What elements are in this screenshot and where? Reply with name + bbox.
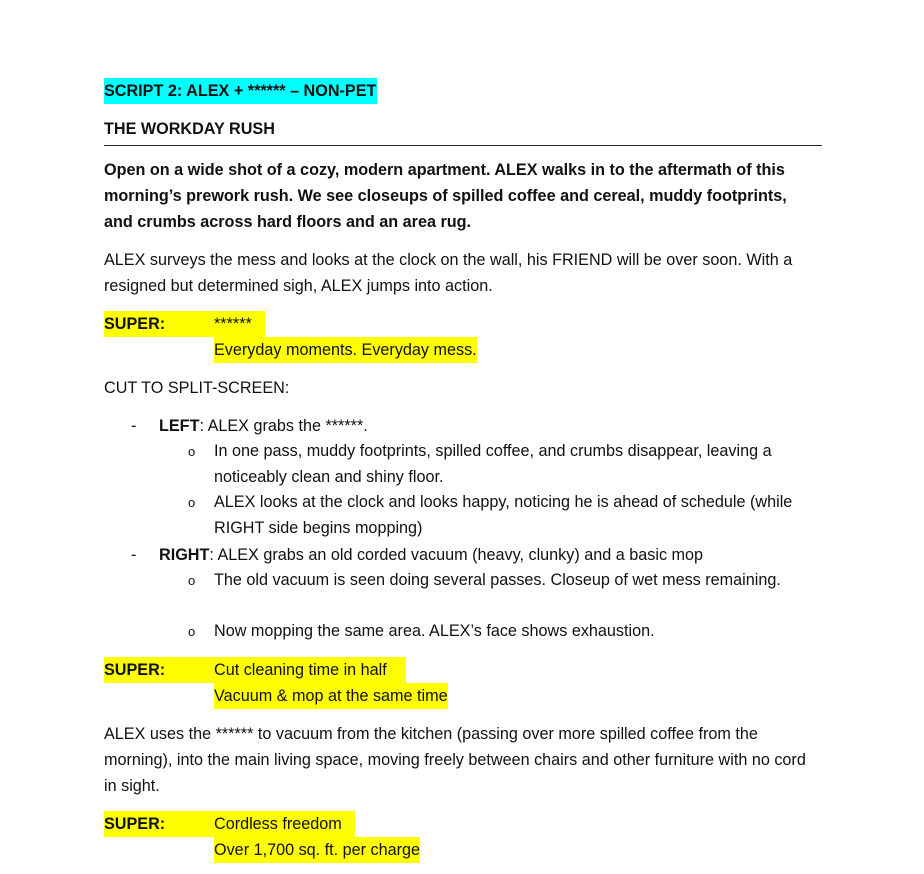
super-1-line-2: Everyday moments. Everyday mess. <box>214 337 477 363</box>
left-side-item <box>159 413 819 439</box>
cut-to-transition: CUT TO SPLIT-SCREEN: <box>104 379 290 397</box>
scene-intro: Open on a wide shot of a cozy, modern apartment. ALEX walks in to the aftermath of this morning’s prework rush. We see closeups of spilled coffee and cereal, muddy footprints, and crumbs across hard floors and an area rug. <box>104 161 787 231</box>
left-sub-item-1: In one pass, muddy footprints, spilled coffee, and crumbs disappear, leaving a noticeably clean and shiny floor. <box>214 442 772 486</box>
left-side-text: : ALEX grabs the ******. <box>199 417 368 435</box>
scene-heading-block <box>104 116 824 142</box>
left-sub-item-2: ALEX looks at the clock and looks happy, noticing he is ahead of schedule (while RIGHT side begins mopping) <box>214 493 793 537</box>
sub-bullet-1: o <box>188 444 196 459</box>
script-title-block <box>104 78 824 104</box>
super-2-label: SUPER: <box>104 661 166 679</box>
left-side-label: LEFT <box>159 417 200 435</box>
sub-bullet-4: o <box>188 624 196 639</box>
super-1-label: SUPER: <box>104 315 166 333</box>
super-2-line-2: Vacuum & mop at the same time <box>214 683 448 709</box>
heading-divider <box>104 145 822 146</box>
bullet-dash-left: - <box>131 417 137 435</box>
script-title: SCRIPT 2: ALEX + ****** – NON-PET <box>104 78 377 104</box>
super-1-line-1: ****** <box>214 315 252 333</box>
super-2-line-1: Cut cleaning time in half <box>214 661 387 679</box>
sub-bullet-2: o <box>188 495 196 510</box>
super-3-line-1: Cordless freedom <box>214 815 342 833</box>
right-sub-item-1: The old vacuum is seen doing several passes. Closeup of wet mess remaining. <box>214 571 781 589</box>
right-side-item <box>159 542 819 568</box>
super-3-label: SUPER: <box>104 815 166 833</box>
action-paragraph-2: ALEX uses the ****** to vacuum from the kitchen (passing over more spilled coffee from the morning), into the main living space, moving freely between chairs and other furniture with no cord in sight. <box>104 725 806 795</box>
right-sub-item-2: Now mopping the same area. ALEX’s face shows exhaustion. <box>214 622 655 640</box>
action-paragraph-1: ALEX surveys the mess and looks at the clock on the wall, his FRIEND will be over soon. With a resigned but determined sigh, ALEX jumps into action. <box>104 251 793 295</box>
right-side-label: RIGHT <box>159 546 210 564</box>
super-3-line-2: Over 1,700 sq. ft. per charge <box>214 837 420 863</box>
scene-title: THE WORKDAY RUSH <box>104 120 275 138</box>
right-side-text: : ALEX grabs an old corded vacuum (heavy, clunky) and a basic mop <box>209 546 704 564</box>
bullet-dash-right: - <box>131 546 137 564</box>
sub-bullet-3: o <box>188 573 196 588</box>
